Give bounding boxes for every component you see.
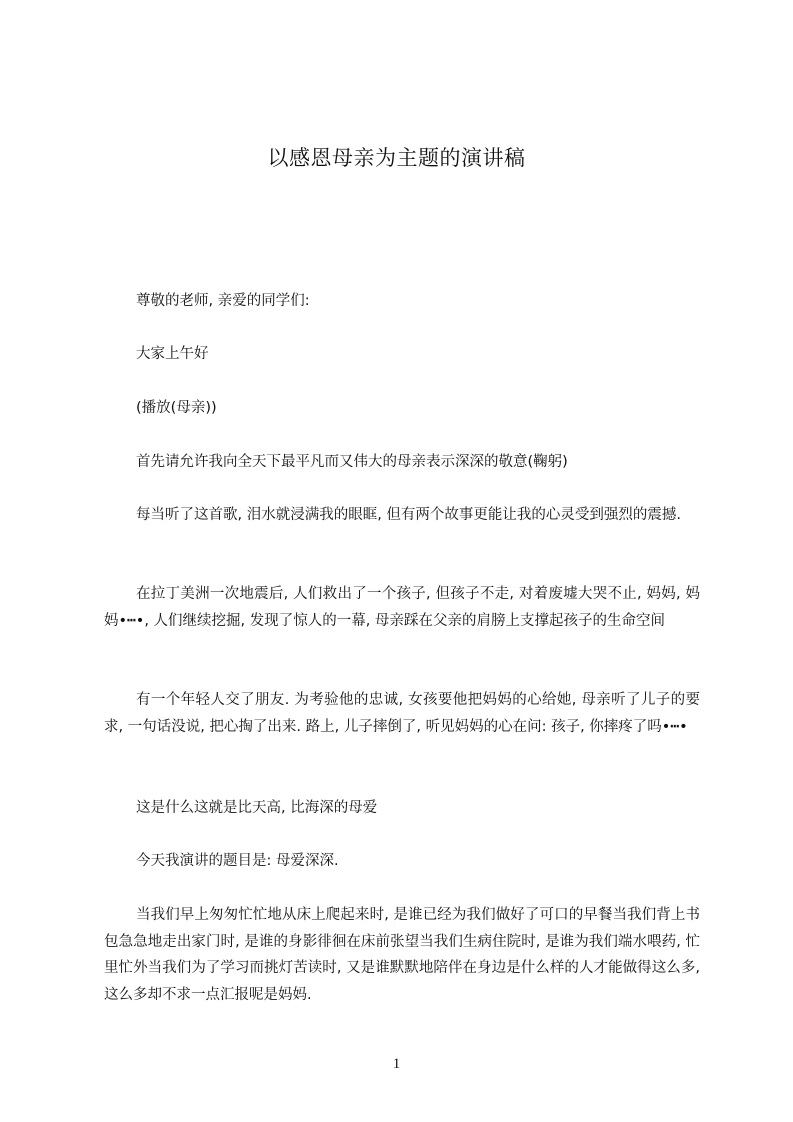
paragraph-respect: 首先请允许我向全天下最平凡而又伟大的母亲表示深深的敬意(鞠躬) [136, 454, 568, 470]
document-title: 以感恩母亲为主题的演讲稿 [267, 146, 526, 170]
page-number: 1 [392, 1056, 401, 1072]
paragraph-good-morning: 大家上午好 [136, 346, 209, 362]
paragraph-play-song: (播放(母亲)) [136, 400, 217, 416]
paragraph-song-tears: 每当听了这首歌, 泪水就浸满我的眼眶, 但有两个故事更能让我的心灵受到强烈的震撼. [136, 507, 682, 523]
paragraph-earthquake-story: 在拉丁美洲一次地震后, 人们救出了一个孩子, 但孩子不走, 对着废墟大哭不止, 妈妈, 妈妈•┅•, 人们继续挖掘, 发现了惊人的一幕, 母亲踩在父亲的肩膀上支撑起孩子的生命空间 [104, 586, 700, 629]
paragraph-speech-topic: 今天我演讲的题目是: 母爱深深. [136, 853, 339, 869]
paragraph-greeting: 尊敬的老师, 亲爱的同学们: [136, 293, 310, 309]
paragraph-daily-care: 当我们早上匆匆忙忙地从床上爬起来时, 是谁已经为我们做好了可口的早餐当我们背上书包急急地走出家门时, 是谁的身影徘徊在床前张望当我们生病住院时, 是谁为我们端水喂药, 忙里忙外当我们为了学习而挑灯苦读时, 又是谁默默地陪伴在身边是什么样的人才能做得这么多, 这么多却不求一点汇报呢是妈妈. [104, 907, 700, 1003]
paragraph-heart-story: 有一个年轻人交了朋友. 为考验他的忠诚, 女孩要他把妈妈的心给她, 母亲听了儿子的要求, 一句话没说, 把心掏了出来. 路上, 儿子摔倒了, 听见妈妈的心在问: 孩子, 你摔疼了吗•┅• [104, 692, 700, 735]
paragraph-mother-love: 这是什么这就是比天高, 比海深的母爱 [136, 800, 378, 816]
